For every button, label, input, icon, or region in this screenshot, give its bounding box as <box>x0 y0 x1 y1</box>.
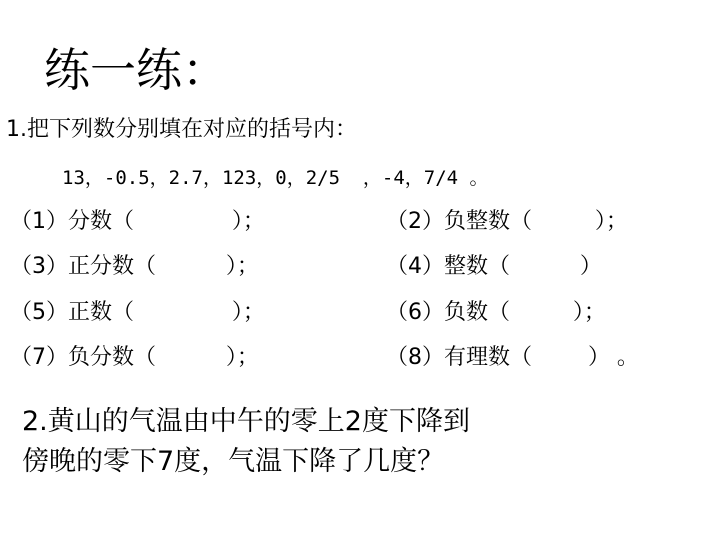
number-list: 13，-0.5，2.7，123，0，2/5 ，-4，7/4 。 <box>62 167 489 189</box>
slide-title: 练一练： <box>44 43 228 97</box>
question-1-prompt: 1.把下列数分别填在对应的括号内： <box>6 117 357 142</box>
negative-integer-blank[interactable]: （2）负整数（ ）； <box>386 209 628 234</box>
negative-number-blank[interactable]: （6）负数（ ）； <box>386 300 606 325</box>
answer-row-2 <box>10 251 720 283</box>
rational-number-blank[interactable]: （8）有理数（ ） 。 <box>386 345 639 370</box>
answer-row-1 <box>10 206 720 238</box>
answer-row-3 <box>10 297 720 329</box>
question-2 <box>22 402 470 482</box>
positive-fraction-blank[interactable]: （3）正分数（ ）； <box>10 254 259 279</box>
integer-blank[interactable]: （4）整数（ ） <box>386 254 602 279</box>
question-2-line-2: 傍晚的零下7度，气温下降了几度？ <box>22 446 445 477</box>
negative-fraction-blank[interactable]: （7）负分数（ ）； <box>10 345 259 370</box>
fraction-blank[interactable]: （1）分数（ ）； <box>10 209 265 234</box>
answer-row-4 <box>10 342 720 374</box>
question-2-line-1: 2.黄山的气温由中午的零上2度下降到 <box>22 406 470 437</box>
positive-number-blank[interactable]: （5）正数（ ）； <box>10 300 265 325</box>
